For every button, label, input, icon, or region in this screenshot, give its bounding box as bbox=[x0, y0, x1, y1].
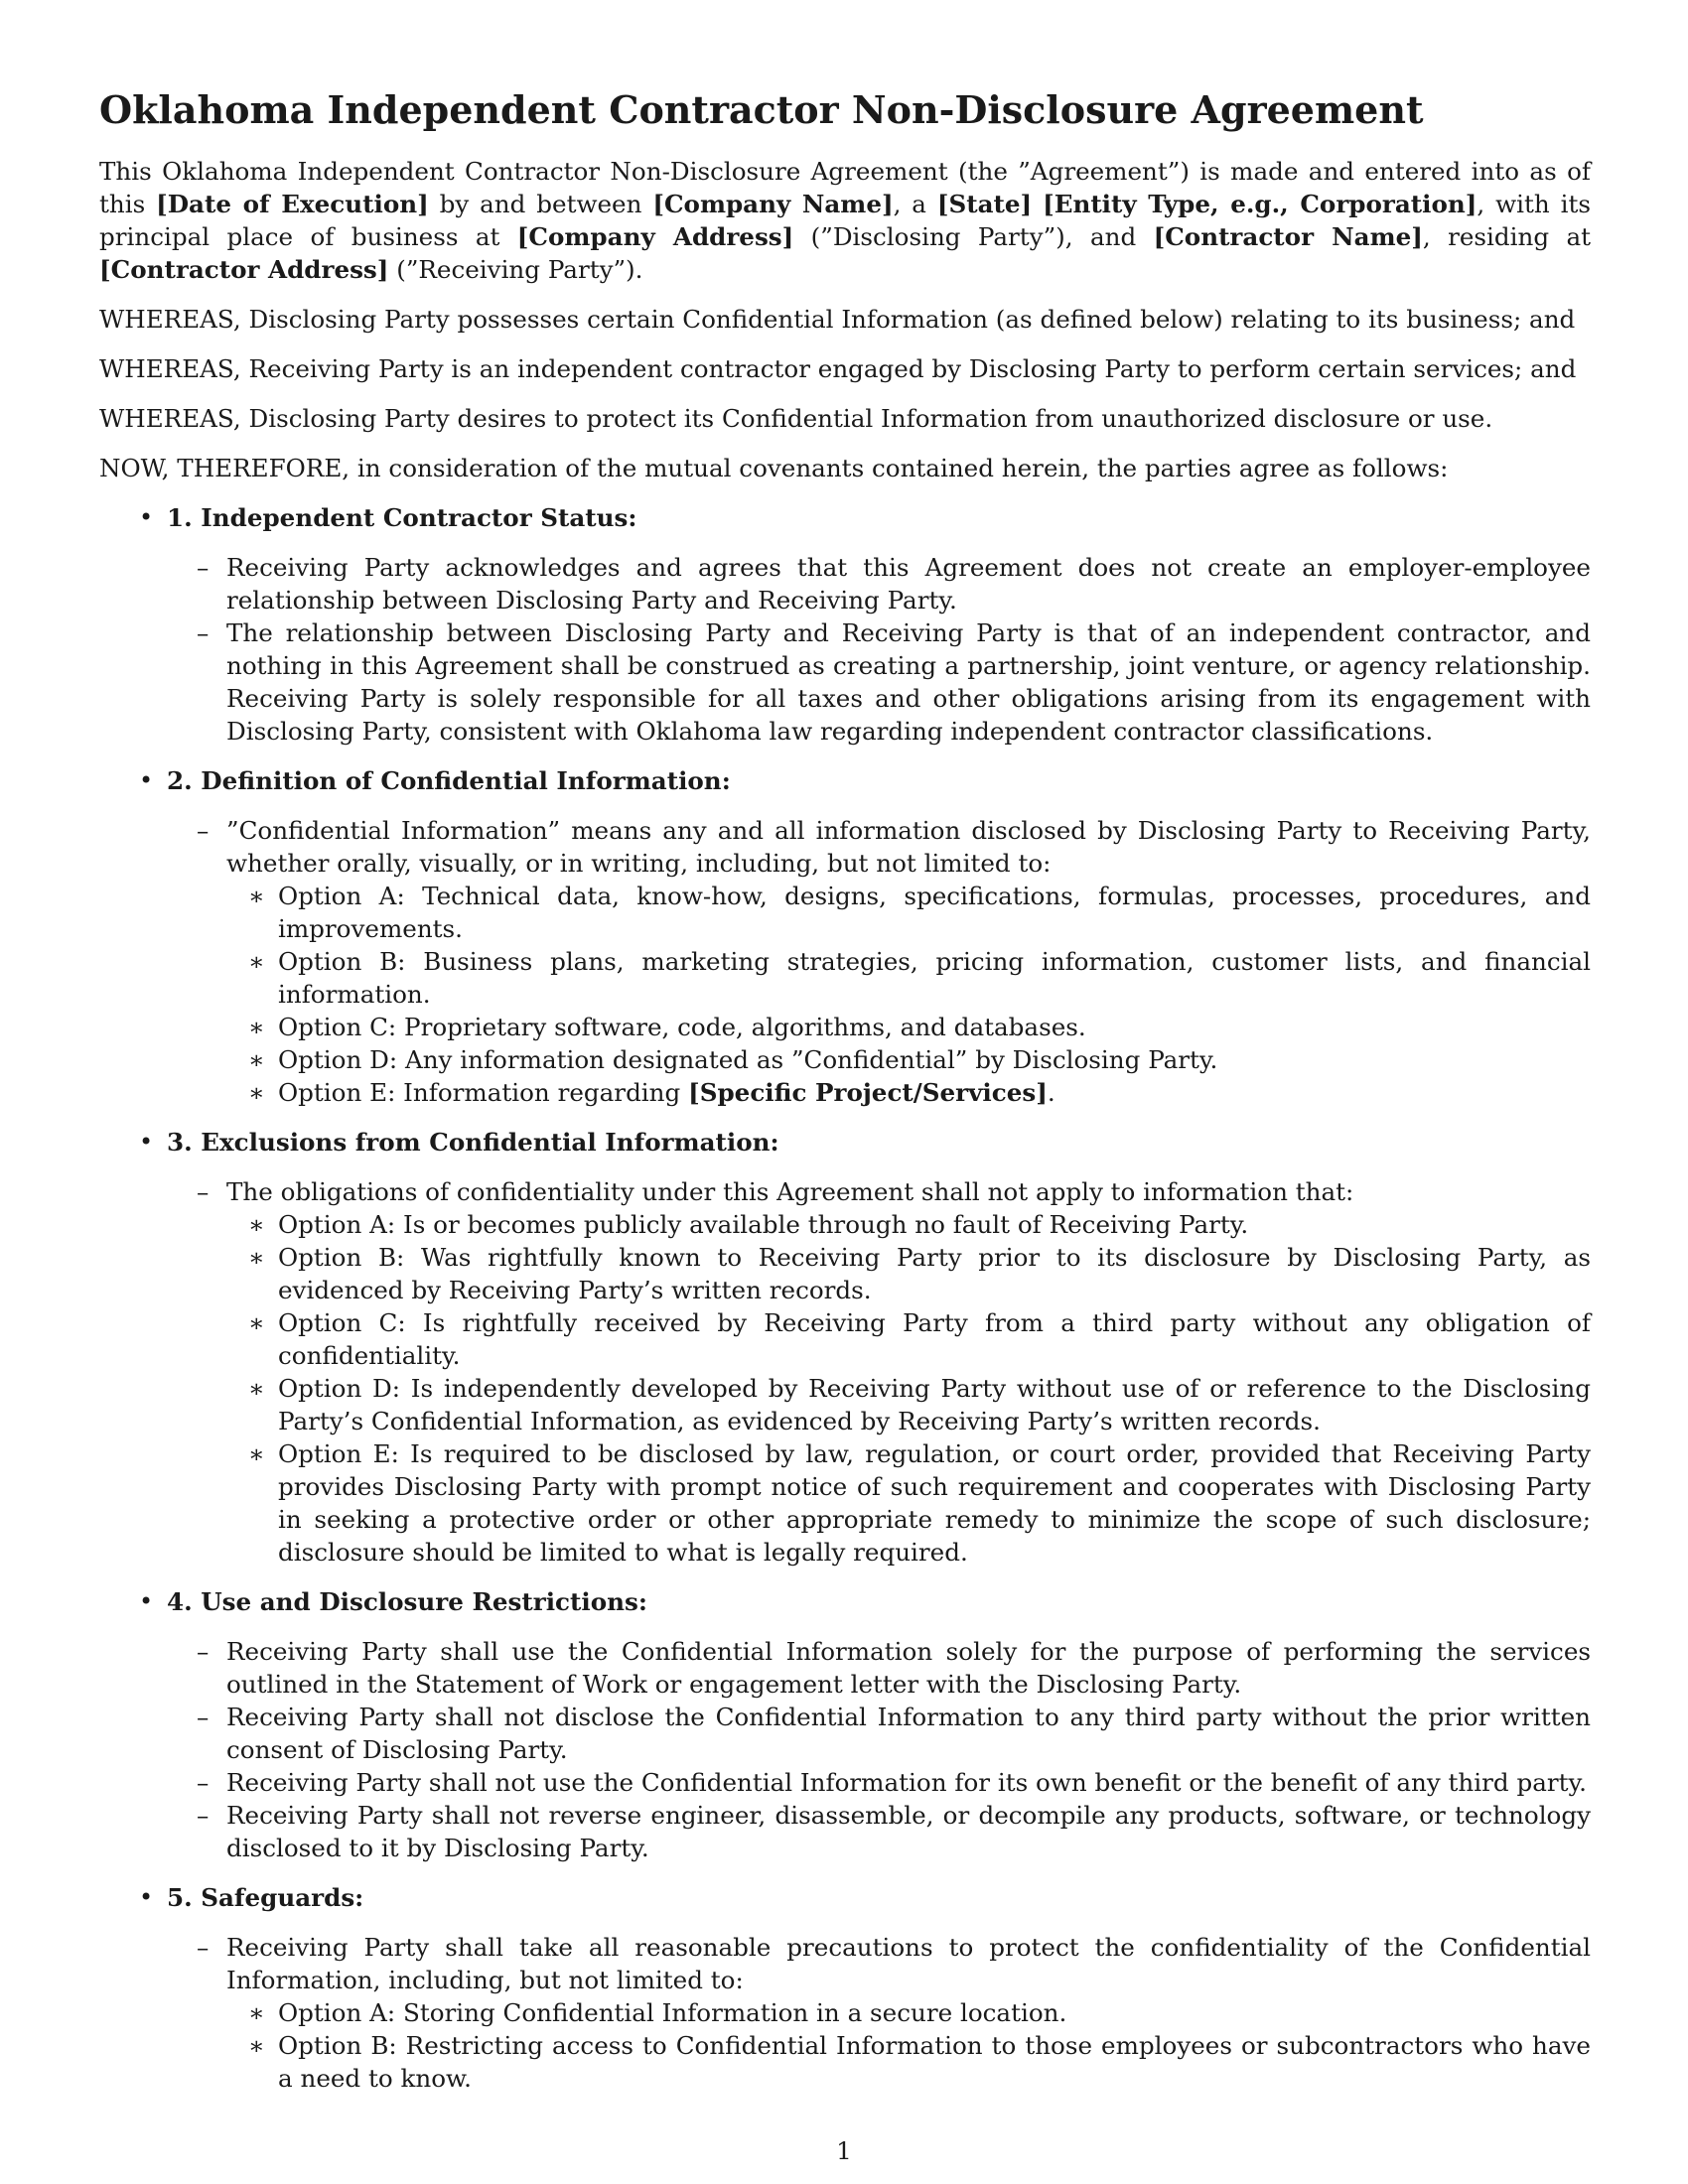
intro-text bbox=[1032, 190, 1043, 218]
section-1 bbox=[99, 501, 1591, 748]
clause-text: Receiving Party shall not use the Confidential Information for its own benefit or the benefit of any third party. bbox=[226, 1768, 1587, 1797]
option-item bbox=[248, 2029, 1591, 2095]
option-list bbox=[226, 1996, 1591, 2095]
clause-text: Receiving Party shall not reverse engineer, disassemble, or decompile any products, software, or technology disclosed to it by Disclosing Party. bbox=[226, 1801, 1591, 1862]
bullet-dot: • bbox=[139, 1883, 154, 1911]
bullet-star: ∗ bbox=[248, 1243, 265, 1272]
section-title: 3. Exclusions from Confidential Information: bbox=[167, 1128, 779, 1157]
bullet-star: ∗ bbox=[248, 1998, 265, 2027]
intro-text: This Oklahoma Independent Contractor Non-Disclosure Agreement (the ”Agreement”) is made and entered into as of this bbox=[99, 157, 1591, 218]
bullet-dash: – bbox=[197, 816, 210, 845]
bullet-star: ∗ bbox=[248, 1013, 265, 1041]
intro-text: , a bbox=[893, 190, 937, 218]
option-item bbox=[248, 880, 1591, 945]
placeholder-company-name: [Company Name] bbox=[652, 190, 894, 218]
placeholder-company-address: [Company Address] bbox=[516, 222, 794, 251]
placeholder-date-of-execution: [Date of Execution] bbox=[156, 190, 429, 218]
recital-paragraph: WHEREAS, Receiving Party is an independent contractor engaged by Disclosing Party to perform certain services; and bbox=[99, 354, 1577, 383]
document-title: Oklahoma Independent Contractor Non-Disclosure Agreement bbox=[99, 87, 1424, 132]
clause-list bbox=[167, 551, 1591, 748]
clause-list bbox=[167, 1175, 1591, 1569]
section-3 bbox=[99, 1126, 1591, 1569]
bullet-star: ∗ bbox=[248, 882, 265, 910]
placeholder-contractor-address: [Contractor Address] bbox=[99, 255, 389, 284]
clause-text: ”Confidential Information” means any and all information disclosed by Disclosing Party to Receiving Party, whether orally, visually, or in writing, including, but not limited to: bbox=[226, 816, 1591, 878]
clause-text: The obligations of confidentiality under this Agreement shall not apply to information that: bbox=[226, 1177, 1354, 1206]
option-list bbox=[226, 880, 1591, 1109]
option-item bbox=[248, 1372, 1591, 1437]
clause-list bbox=[167, 1931, 1591, 2095]
intro-text: , with its principal place of business at bbox=[99, 190, 1591, 251]
bullet-star: ∗ bbox=[248, 1439, 265, 1468]
clause-item bbox=[197, 1766, 1591, 1799]
clause-text: The relationship between Disclosing Party and Receiving Party is that of an independent contractor, and nothing in this Agreement shall be construed as creating a partnership, joint venture, or agency relationship. Receiving Party is solely responsible for all taxes and other obligations arising from its engagement with Disclosing Party, consistent with Oklahoma law regarding independent contractor classifications. bbox=[226, 618, 1591, 746]
clause-item bbox=[197, 616, 1591, 748]
option-text: Option A: Is or becomes publicly available through no fault of Receiving Party. bbox=[278, 1210, 1249, 1239]
placeholder-contractor-name: [Contractor Name] bbox=[1153, 222, 1423, 251]
recital-paragraph: WHEREAS, Disclosing Party desires to protect its Confidential Information from unauthorized disclosure or use. bbox=[99, 404, 1493, 433]
clause-item bbox=[197, 1799, 1591, 1864]
bullet-dash: – bbox=[197, 618, 210, 647]
option-text: Option B: Business plans, marketing strategies, pricing information, customer lists, and financial information. bbox=[278, 947, 1591, 1009]
section-5 bbox=[99, 1881, 1591, 2095]
intro-text: (”Disclosing Party”), and bbox=[793, 222, 1154, 251]
bullet-dash: – bbox=[197, 1933, 210, 1962]
option-item bbox=[248, 1241, 1591, 1306]
clause-text: Receiving Party shall take all reasonable precautions to protect the confidentiality of the Confidential Information, including, but not limited to: bbox=[226, 1933, 1591, 1994]
clause-text: Receiving Party shall not disclose the Confidential Information to any third party without the prior written consent of Disclosing Party. bbox=[226, 1703, 1591, 1764]
option-text: Option E: Information regarding bbox=[278, 1078, 689, 1107]
clause-item bbox=[197, 1635, 1591, 1701]
intro-text: , residing at bbox=[1422, 222, 1591, 251]
clause-text: Receiving Party shall use the Confidential Information solely for the purpose of performing the services outlined in the Statement of Work or engagement letter with the Disclosing Party. bbox=[226, 1637, 1591, 1699]
bullet-dash: – bbox=[197, 1637, 210, 1666]
bullet-star: ∗ bbox=[248, 1374, 265, 1403]
bullet-dot: • bbox=[139, 766, 154, 794]
section-4 bbox=[99, 1585, 1591, 1864]
option-item bbox=[248, 945, 1591, 1011]
option-text: Option D: Is independently developed by Receiving Party without use of or reference to the Disclosing Party’s Confidential Information, as evidenced by Receiving Party’s written records. bbox=[278, 1374, 1591, 1435]
clause-item bbox=[197, 1931, 1591, 2095]
clause-item bbox=[197, 551, 1591, 616]
bullet-dash: – bbox=[197, 1177, 210, 1206]
bullet-star: ∗ bbox=[248, 947, 265, 976]
placeholder-state: [State] bbox=[936, 190, 1033, 218]
bullet-dash: – bbox=[197, 553, 210, 582]
option-item bbox=[248, 1306, 1591, 1372]
clause-item bbox=[197, 814, 1591, 1109]
bullet-dash: – bbox=[197, 1768, 210, 1797]
bullet-star: ∗ bbox=[248, 1308, 265, 1337]
section-2 bbox=[99, 764, 1591, 1109]
option-item bbox=[248, 1996, 1591, 2029]
option-item bbox=[248, 1011, 1591, 1043]
clause-item bbox=[197, 1175, 1591, 1569]
intro-text: (”Receiving Party”). bbox=[388, 255, 643, 284]
section-title: 2. Definition of Confidential Information: bbox=[167, 766, 731, 795]
option-text: Option C: Proprietary software, code, algorithms, and databases. bbox=[278, 1013, 1086, 1041]
option-text: Option C: Is rightfully received by Receiving Party from a third party without any obligation of confidentiality. bbox=[278, 1308, 1591, 1370]
clause-list bbox=[167, 1635, 1591, 1864]
bullet-dot: • bbox=[139, 1587, 154, 1615]
option-text: Option D: Any information designated as ”Confidential” by Disclosing Party. bbox=[278, 1045, 1218, 1074]
option-text: Option A: Technical data, know-how, designs, specifications, formulas, processes, procedures, and improvements. bbox=[278, 882, 1591, 943]
page-number: 1 bbox=[836, 2136, 852, 2165]
clause-text: Receiving Party acknowledges and agrees that this Agreement does not create an employer-employee relationship between Disclosing Party and Receiving Party. bbox=[226, 553, 1591, 614]
bullet-dash: – bbox=[197, 1703, 210, 1731]
option-list bbox=[226, 1208, 1591, 1569]
clause-item bbox=[197, 1701, 1591, 1766]
now-therefore-paragraph: NOW, THEREFORE, in consideration of the mutual covenants contained herein, the parties agree as follows: bbox=[99, 454, 1449, 482]
section-list bbox=[99, 501, 1591, 2095]
option-item bbox=[248, 1043, 1591, 1076]
option-item bbox=[248, 1076, 1591, 1109]
bullet-dash: – bbox=[197, 1801, 210, 1830]
bullet-dot: • bbox=[139, 503, 154, 531]
intro-paragraph bbox=[99, 155, 1591, 286]
section-title: 5. Safeguards: bbox=[167, 1883, 364, 1912]
bullet-star: ∗ bbox=[248, 1210, 265, 1239]
bullet-star: ∗ bbox=[248, 1045, 265, 1074]
clause-list bbox=[167, 814, 1591, 1109]
section-title: 4. Use and Disclosure Restrictions: bbox=[167, 1587, 647, 1616]
bullet-star: ∗ bbox=[248, 1078, 265, 1107]
option-text: Option B: Restricting access to Confidential Information to those employees or subcontractors who have a need to know. bbox=[278, 2031, 1591, 2093]
placeholder-specific-project: [Specific Project/Services] bbox=[688, 1078, 1048, 1107]
bullet-star: ∗ bbox=[248, 2031, 265, 2060]
option-item bbox=[248, 1208, 1591, 1241]
bullet-dot: • bbox=[139, 1128, 154, 1156]
option-item bbox=[248, 1437, 1591, 1569]
placeholder-entity-type: [Entity Type, e.g., Corporation] bbox=[1043, 190, 1477, 218]
option-text: . bbox=[1047, 1078, 1055, 1107]
option-text: Option A: Storing Confidential Information in a secure location. bbox=[278, 1998, 1067, 2027]
recital-paragraph: WHEREAS, Disclosing Party possesses certain Confidential Information (as defined below) relating to its business; and bbox=[99, 305, 1576, 334]
option-text: Option B: Was rightfully known to Receiving Party prior to its disclosure by Disclosing Party, as evidenced by Receiving Party’s written records. bbox=[278, 1243, 1591, 1304]
section-title: 1. Independent Contractor Status: bbox=[167, 503, 637, 532]
intro-text: by and between bbox=[428, 190, 653, 218]
document-page bbox=[99, 85, 1591, 2112]
option-text: Option E: Is required to be disclosed by law, regulation, or court order, provided that Receiving Party provides Disclosing Party with prompt notice of such requirement and cooperates with Disclosing Party in seeking a protective order or other appropriate remedy to minimize the scope of such disclosure; disclosure should be limited to what is legally required. bbox=[278, 1439, 1591, 1567]
